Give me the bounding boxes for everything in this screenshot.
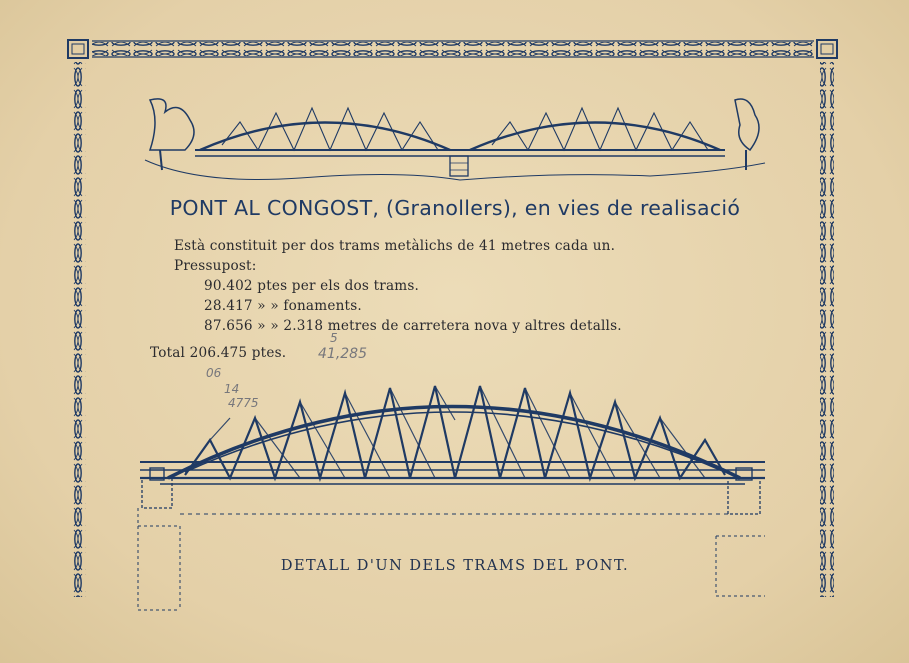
budget-heading: Pressupost: xyxy=(174,258,257,274)
description-text: Està constituit per dos trams metàlichs de 41 metres cada un. xyxy=(174,238,616,254)
bridge-vignette xyxy=(145,99,765,180)
handwritten-note: 5 xyxy=(330,331,338,345)
budget-item: 90.402 ptes per els dos trams. xyxy=(204,278,420,294)
page-title: PONT AL CONGOST, (Granollers), en vies de realisació xyxy=(169,196,741,220)
handwritten-note: 4775 xyxy=(228,396,259,410)
handwritten-note: 41,285 xyxy=(318,346,367,362)
drawing-caption: DETALL D'UN DELS TRAMS DEL PONT. xyxy=(280,558,630,574)
budget-item: 87.656 » » 2.318 metres de carretera nova y altres detalls. xyxy=(204,318,622,334)
handwritten-note: 14 xyxy=(224,382,240,396)
budget-item: 28.417 » » fonaments. xyxy=(204,298,362,314)
handwritten-note: 06 xyxy=(206,366,222,380)
bridge-span-detail xyxy=(138,386,765,610)
budget-total: Total 206.475 ptes. xyxy=(150,345,287,361)
